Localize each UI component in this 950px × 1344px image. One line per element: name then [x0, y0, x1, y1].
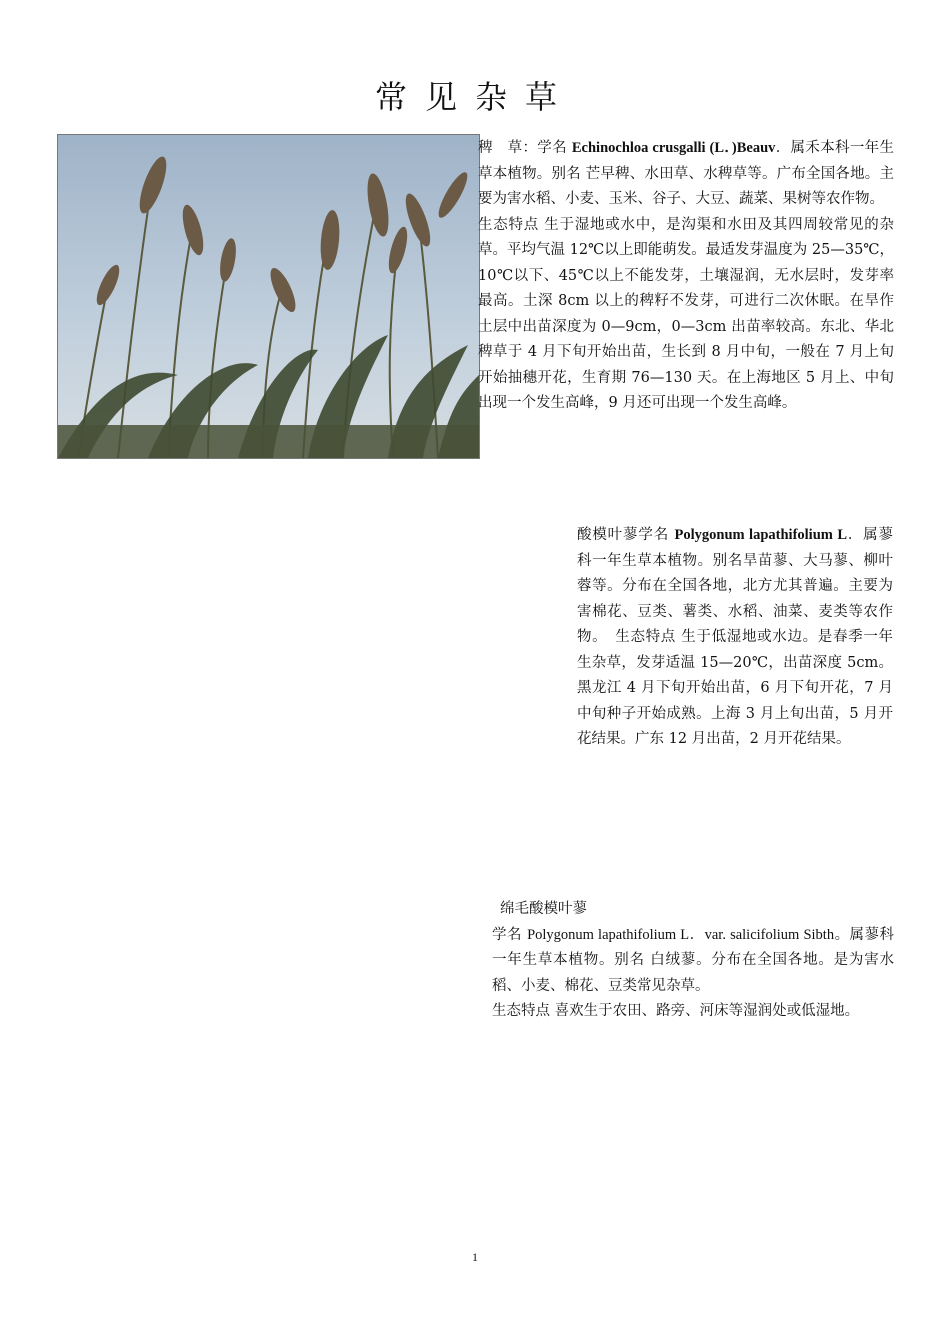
weed3-paragraph-1 — [492, 923, 894, 1000]
weed3-description — [492, 897, 894, 1025]
weed1-scientific-name: Echinochloa crusgalli (L．)Beauv — [571, 140, 776, 156]
weed3-paragraph-2: 生态特点 喜欢生于农田、路旁、河床等湿润处或低湿地。 — [492, 1003, 860, 1019]
weed1-description — [478, 136, 894, 417]
weed2-scientific-name: Polygonum lapathifolium L — [674, 527, 847, 543]
weed3-classification: 。属蓼科一年生草本植物。别名 白绒蓼。分布在全国各地。是为害水稻、小麦、棉花、豆类常见杂草。 — [492, 926, 895, 994]
barnyard-grass-photo — [57, 134, 480, 459]
weed1-paragraph-2: 生态特点 生于湿地或水中，是沟渠和水田及其四周较常见的杂草。平均气温 12℃以上即能萌发。最适发芽温度为 25—35℃，10℃以下、45℃以上不能发芽，土壤湿润，无水层时，发芽率最高。土深 8cm 以上的稗籽不发芽，可进行二次休眠。在旱作土层中出苗深度为 0—9cm，0—3cm 出苗率较高。东北、华北稗草于 4 月下旬开始出苗，生长到 8 月中旬，一般在 7 月上旬开始抽穗开花，生育期 76—130 天。在上海地区 5 月上、中旬出现一个发生高峰，9 月还可出现一个发生高峰。 — [478, 216, 895, 411]
weed2-paragraph — [577, 523, 893, 753]
weed1-classification: ．属禾本科一年生草本植物。别名 芒早稗、水田草、水稗草等。广布全国各地。主要为害水稻、小麦、玉米、谷子、大豆、蔬菜、果树等农作物。 — [478, 140, 895, 207]
weed3-name: 绵毛酸模叶蓼 — [500, 901, 587, 917]
page-title: 常见杂草 — [374, 78, 575, 116]
weed2-name-prefix: 酸模叶蓼学名 — [577, 527, 675, 543]
weed1-name-prefix: 稗 草：学名 — [478, 140, 572, 156]
weed2-description — [577, 523, 893, 753]
weed3-name-prefix: 学名 — [492, 926, 528, 943]
page-number: 1 — [472, 1250, 478, 1264]
weed1-paragraph-1 — [478, 136, 894, 213]
weed3-scientific-name: Polygonum lapathifolium L．var. salicifolium Sibth — [527, 926, 835, 943]
weed2-body: ．属蓼科一年生草本植物。别名旱苗蓼、大马蓼、柳叶蓉等。分布在全国各地，北方尤其普遍。主要为害棉花、豆类、薯类、水稻、油菜、麦类等农作物。 生态特点 生于低湿地或水边。是春季一年生杂草，发芽适温 15—20℃，出苗深度 5cm。黑龙江 4 月下旬开始出苗，6 月下旬开花，7 月中旬种子开始成熟。上海 3 月上旬出苗，5 月开花结果。广东 12 月出苗，2 月开花结果。 — [577, 527, 894, 747]
